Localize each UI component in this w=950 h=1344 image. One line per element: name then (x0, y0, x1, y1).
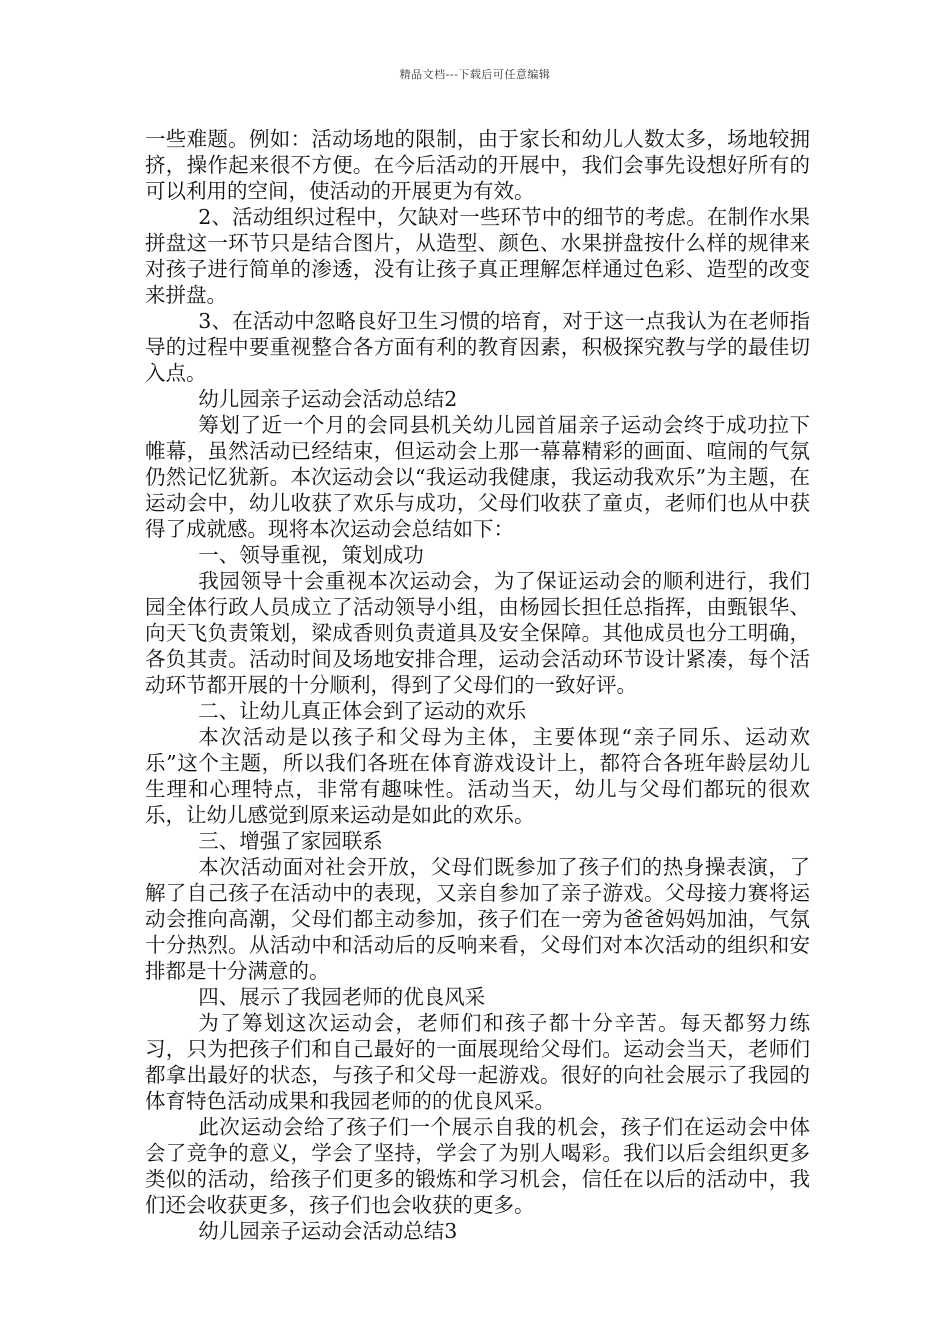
section-heading: 三、增强了家园联系 (198, 829, 383, 853)
paragraph: 2、活动组织过程中，欠缺对一些环节中的细节的考虑。在制作水果拼盘这一环节只是结合图片，从造型、颜色、水果拼盘按什么样的规律来对孩子进行简单的渗透，没有让孩子真正理解怎样通过色彩、造型的改变来拼盘。 (145, 205, 810, 307)
paragraph: 为了筹划这次运动会，老师们和孩子都十分辛苦。每天都努力练习，只为把孩子们和自己最好的一面展现给父母们。运动会当天，老师们都拿出最好的状态，与孩子和父母一起游戏。很好的向社会展示了我园的体育特色活动成果和我园老师的的优良风采。 (145, 1011, 810, 1113)
document-body (145, 126, 810, 1244)
section-heading: 一、领导重视，策划成功 (198, 543, 424, 567)
paragraph: 筹划了近一个月的会同县机关幼儿园首届亲子运动会终于成功拉下帷幕，虽然活动已经结束，但运动会上那一幕幕精彩的画面、喧闹的气氛仍然记忆犹新。本次运动会以“我运动我健康，我运动我欢乐”为主题，在运动会中，幼儿收获了欢乐与成功，父母们收获了童贞，老师们也从中获得了成就感。现将本次运动会总结如下： (145, 413, 810, 541)
paragraph: 一些难题。例如：活动场地的限制，由于家长和幼儿人数太多，场地较拥挤，操作起来很不方便。在今后活动的开展中，我们会事先设想好所有的可以利用的空间，使活动的开展更为有效。 (145, 127, 810, 203)
section-heading: 二、让幼儿真正体会到了运动的欢乐 (198, 699, 527, 723)
paragraph: 我园领导十会重视本次运动会，为了保证运动会的顺利进行，我们园全体行政人员成立了活动领导小组，由杨园长担任总指挥，由甄银华、向天飞负责策划，梁成香则负责道具及安全保障。其他成员也分工明确，各负其责。活动时间及场地安排合理，运动会活动环节设计紧凑，每个活动环节都开展的十分顺利，得到了父母们的一致好评。 (145, 569, 810, 697)
section-heading: 四、展示了我园老师的优良风采 (198, 985, 486, 1009)
paragraph: 本次活动是以孩子和父母为主体，主要体现“亲子同乐、运动欢乐”这个主题，所以我们各班在体育游戏设计上，都符合各班年龄层幼儿生理和心理特点，非常有趣味性。活动当天，幼儿与父母们都玩的很欢乐，让幼儿感觉到原来运动是如此的欢乐。 (145, 725, 810, 827)
paragraph: 本次活动面对社会开放，父母们既参加了孩子们的热身操表演，了解了自己孩子在活动中的表现，又亲自参加了亲子游戏。父母接力赛将运动会推向高潮，父母们都主动参加，孩子们在一旁为爸爸妈妈加油，气氛十分热烈。从活动中和活动后的反响来看，父母们对本次活动的组织和安排都是十分满意的。 (145, 855, 810, 983)
section-title: 幼儿园亲子运动会活动总结3 (198, 1219, 458, 1243)
paragraph: 此次运动会给了孩子们一个展示自我的机会，孩子们在运动会中体会了竞争的意义，学会了坚持，学会了为别人喝彩。我们以后会组织更多类似的活动，给孩子们更多的锻炼和学习机会，信任在以后的活动中，我们还会收获更多，孩子们也会收获的更多。 (145, 1115, 810, 1217)
section-title: 幼儿园亲子运动会活动总结2 (198, 387, 458, 411)
paragraph: 3、在活动中忽略良好卫生习惯的培育，对于这一点我认为在老师指导的过程中要重视整合各方面有利的教育因素，积极探究教与学的最佳切入点。 (145, 309, 810, 385)
page-header: 精品文档---下载后可任意编辑 (399, 68, 551, 81)
